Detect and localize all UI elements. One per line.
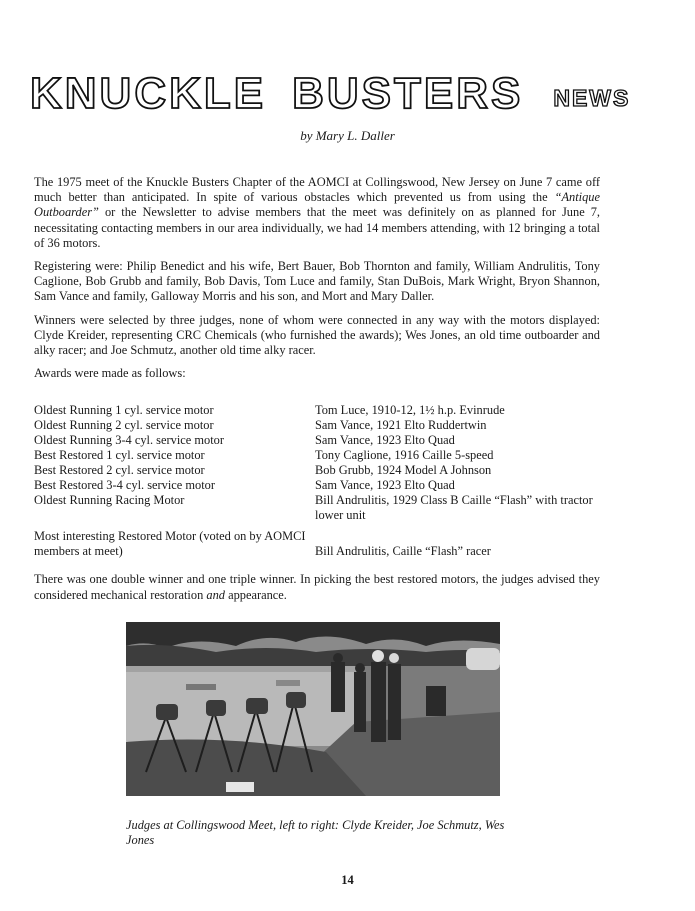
photo-caption: Judges at Collingswood Meet, left to right: Clyde Kreider, Joe Schmutz, Wes Jones <box>126 818 505 847</box>
award-category: Oldest Running 1 cyl. service motor <box>34 403 214 417</box>
article-body <box>34 175 600 389</box>
masthead-title-news: NEWS <box>553 85 631 111</box>
award-category: Oldest Running 3-4 cyl. service motor <box>34 433 224 447</box>
award-winner-special: Bill Andrulitis, Caille “Flash” racer <box>315 544 491 558</box>
award-category: Oldest Running Racing Motor <box>34 493 185 507</box>
paragraph-closing <box>34 572 600 602</box>
award-winner: Sam Vance, 1923 Elto Quad <box>315 478 455 492</box>
paragraph-intro <box>34 175 600 251</box>
masthead-title-busters: BUSTERS <box>292 69 524 118</box>
award-winner: Tom Luce, 1910-12, 1½ h.p. Evinrude <box>315 403 505 417</box>
masthead <box>30 66 670 116</box>
award-row <box>34 418 600 433</box>
publication-title: “Antique Outboarder” <box>34 190 600 220</box>
paragraph-closing-start: There was one double winner and one triple winner. In picking the best restored motors, the judges advised they considered mechanical restoration <box>34 572 600 602</box>
award-category-special: Most interesting Restored Motor (voted on by AOMCI members at meet) <box>34 529 306 558</box>
award-category: Best Restored 1 cyl. service motor <box>34 448 205 462</box>
award-category: Oldest Running 2 cyl. service motor <box>34 418 214 432</box>
award-row <box>34 433 600 448</box>
award-row <box>34 463 600 478</box>
award-category: Best Restored 3-4 cyl. service motor <box>34 478 215 492</box>
masthead-title-knuckle: KNUCKLE <box>30 69 267 118</box>
award-row <box>34 403 600 418</box>
meet-photo-illustration <box>126 622 500 796</box>
award-row-special <box>34 529 600 559</box>
award-row <box>34 478 600 493</box>
award-row <box>34 448 600 463</box>
award-row <box>34 493 600 523</box>
paragraph-registrants: Registering were: Philip Benedict and his wife, Bert Bauer, Bob Thornton and family, William Andrulitis, Tony Caglione, Bob Grubb and family, Bob Davis, Tom Luce and family, Stan DuBois, Mark Wright, Bryon Shannon, Sam Vance and family, Galloway Morris and his son, and Mort and Mary Daller. <box>34 259 600 304</box>
award-winner: Bill Andrulitis, 1929 Class B Caille “Flash” with tractor lower unit <box>315 493 593 522</box>
award-winner: Sam Vance, 1923 Elto Quad <box>315 433 455 447</box>
page-number: 14 <box>341 873 354 887</box>
award-winner: Sam Vance, 1921 Elto Ruddertwin <box>315 418 487 432</box>
award-winner: Tony Caglione, 1916 Caille 5-speed <box>315 448 494 462</box>
award-category: Best Restored 2 cyl. service motor <box>34 463 205 477</box>
paragraph-closing-end: appearance. <box>224 587 287 602</box>
awards-list <box>34 403 600 559</box>
emphasis-and: and <box>206 587 225 602</box>
meet-photo <box>126 622 500 796</box>
award-winner: Bob Grubb, 1924 Model A Johnson <box>315 463 492 477</box>
byline: by Mary L. Daller <box>300 128 395 143</box>
paragraph-intro-end: or the Newsletter to advise members that the meet was definitely on as planned for June 7, necessitating contacting members in our area individually, we had 14 members attending, with 12 bringing a total of 36 motors. <box>34 205 600 250</box>
paragraph-intro-start: The 1975 meet of the Knuckle Busters Chapter of the AOMCI at Collingswood, New Jersey on June 7 came off much better than anticipated. In spite of various obstacles which prevented us from using the <box>34 175 600 205</box>
paragraph-judges: Winners were selected by three judges, none of whom were connected in any way with the motors displayed: Clyde Kreider, representing CRC Chemicals (who furnished the awards); Wes Jones, an old time outboarder and alky racer; and Joe Schmutz, another old time alky racer. <box>34 312 600 358</box>
paragraph-awards-intro: Awards were made as follows: <box>34 366 186 381</box>
